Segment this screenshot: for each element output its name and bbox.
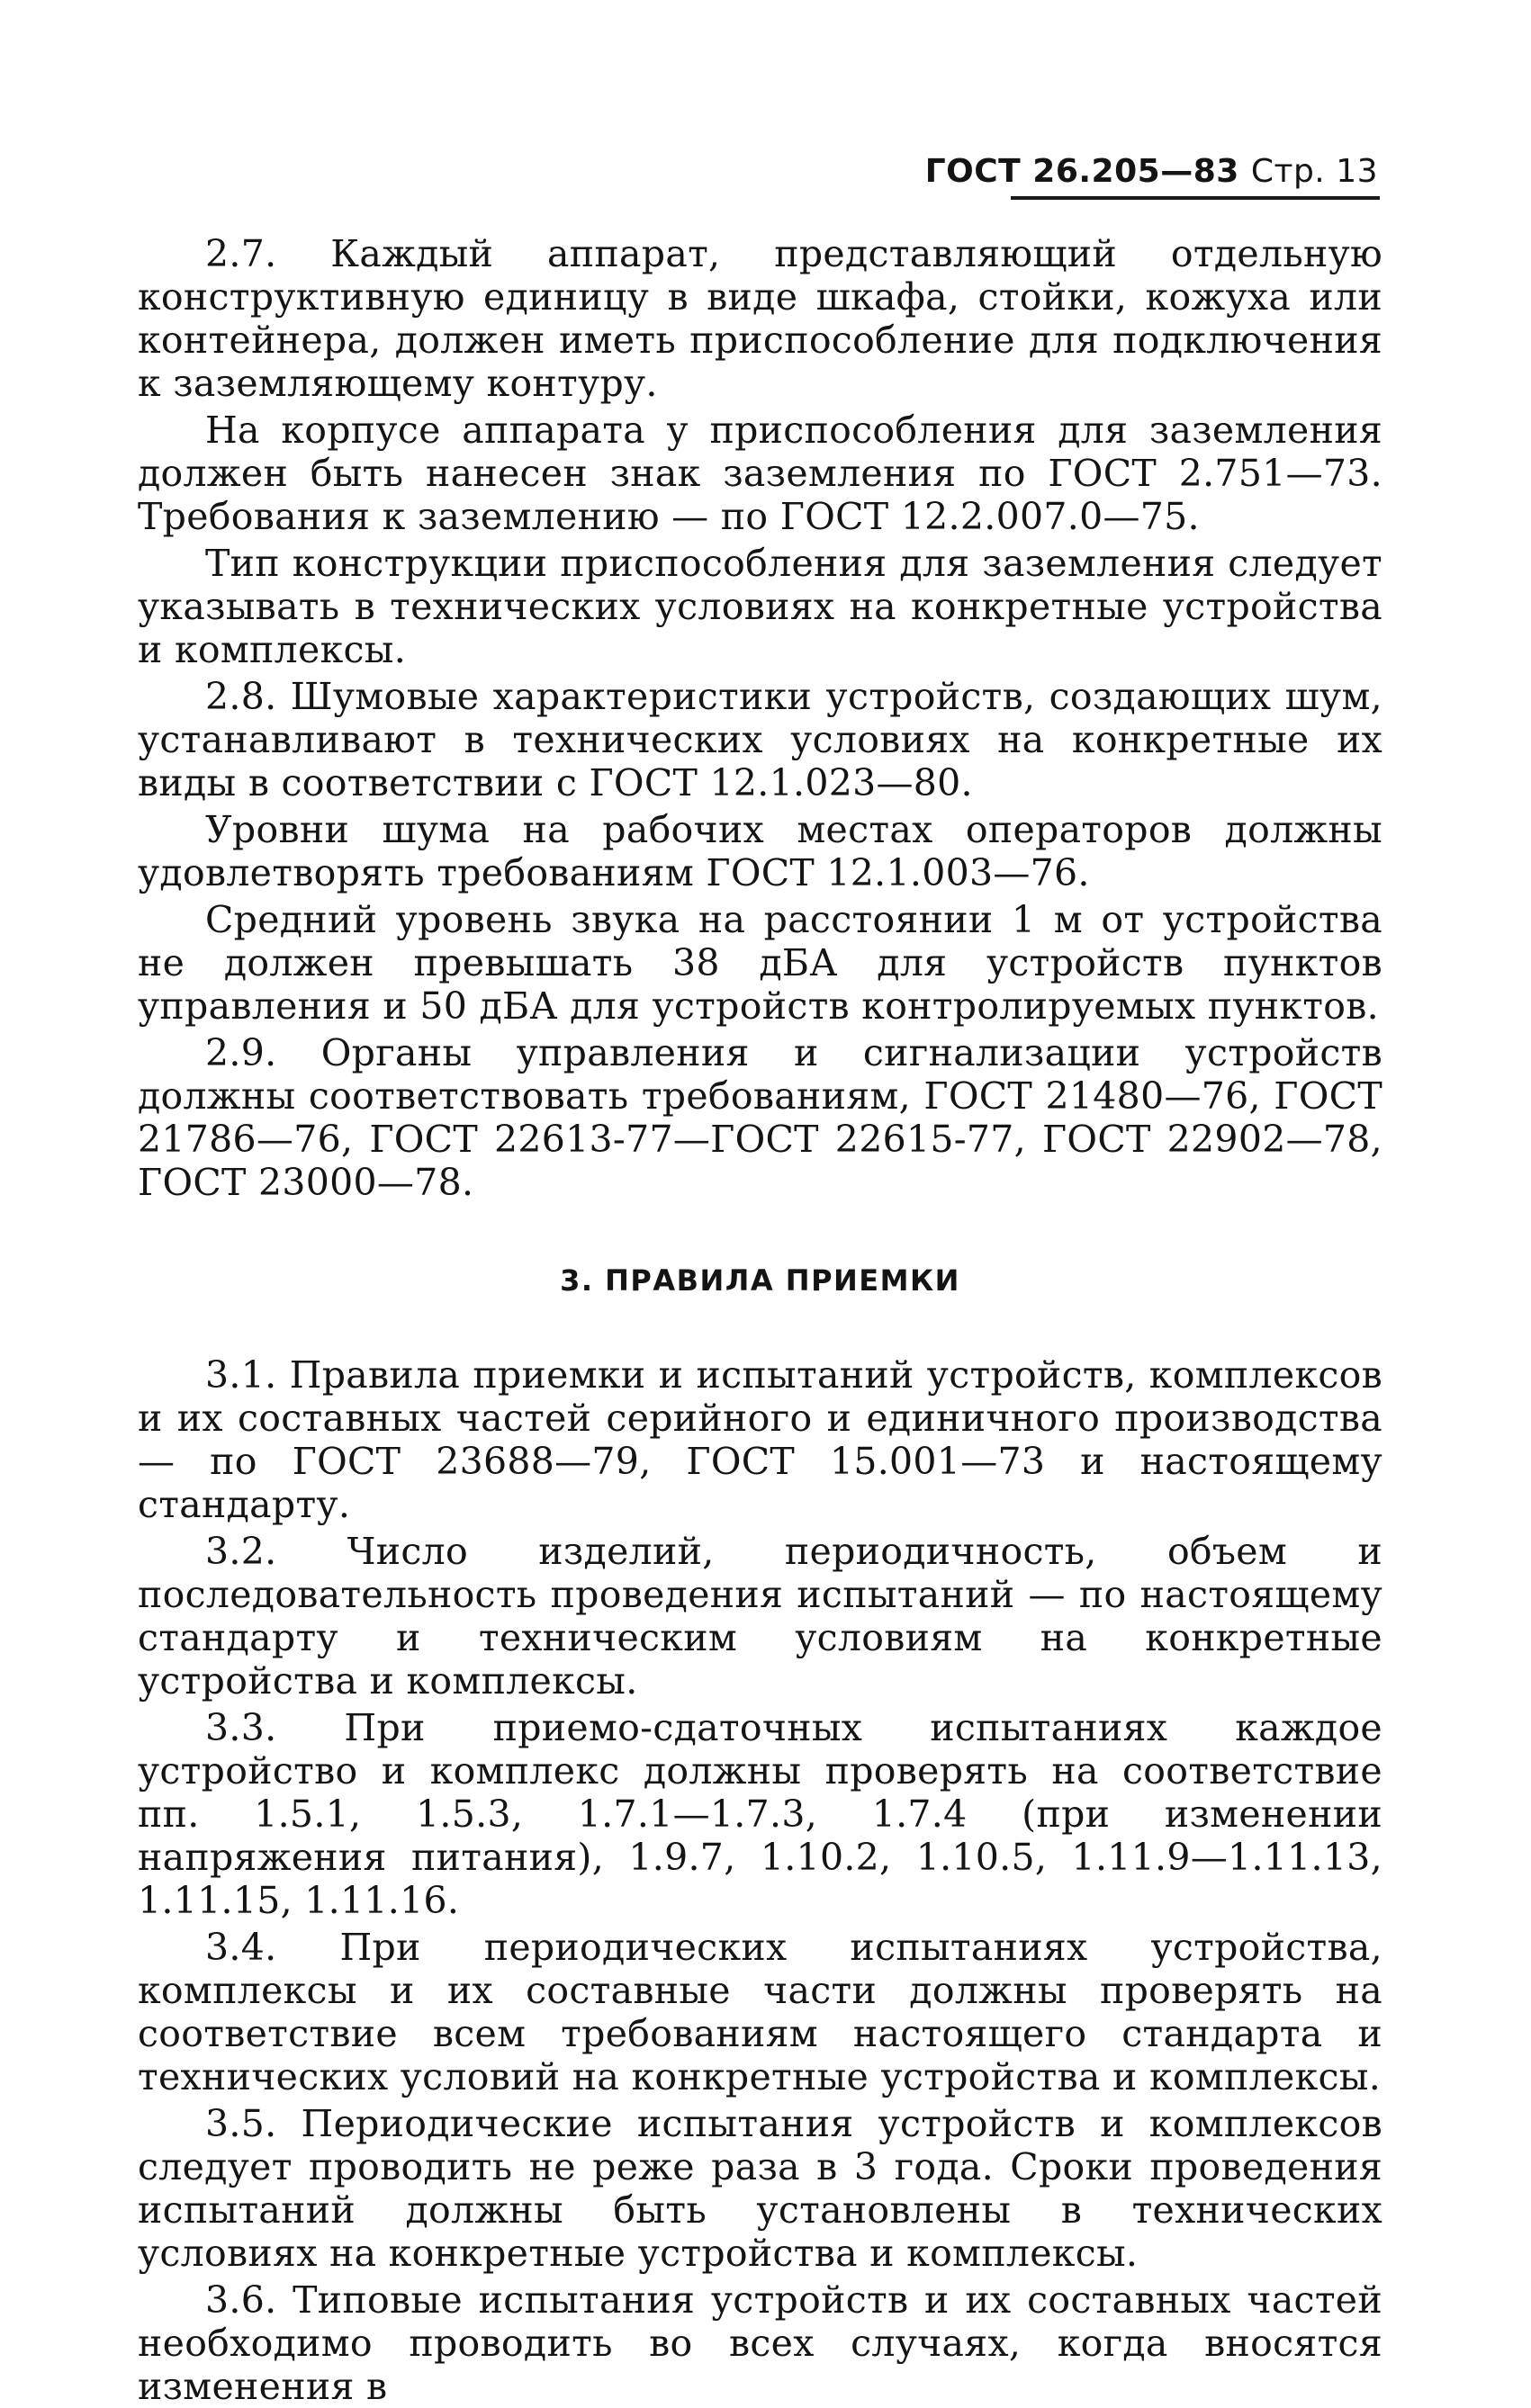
paragraph-3-6: 3.6. Типовые испытания устройств и их составных частей необходимо проводить во всех случаях, когда вносятся изменения в <box>138 2278 1382 2408</box>
paragraph-3-4: 3.4. При периодических испытаниях устройства, комплексы и их составные части должны проверять на соответствие всем требованиям настоящего стандарта и технических условий на конкретные устройства и комплексы. <box>138 1926 1382 2098</box>
paragraph-sound-level: Средний уровень звука на расстоянии 1 м от устройства не должен превышать 38 дБА для устройств пунктов управления и 50 дБА для устройств контролируемых пунктов. <box>138 898 1382 1028</box>
header-rule <box>1011 196 1380 200</box>
paragraph-grounding-sign: На корпусе аппарата у приспособления для заземления должен быть нанесен знак заземления по ГОСТ 2.751—73. Требования к заземлению — по ГОСТ 12.2.007.0—75. <box>138 409 1382 538</box>
paragraph-3-2: 3.2. Число изделий, периодичность, объем и последовательность проведения испытаний — по настоящему стандарту и техническим условиям на конкретные устройства и комплексы. <box>138 1530 1382 1703</box>
paragraph-2-7: 2.7. Каждый аппарат, представляющий отдельную конструктивную единицу в виде шкафа, стойки, кожуха или контейнера, должен иметь приспособление для подключения к заземляющему контуру. <box>138 232 1382 405</box>
running-header <box>925 153 1378 190</box>
header-doc-code: ГОСТ 26.205—83 <box>924 153 1239 190</box>
paragraph-2-8: 2.8. Шумовые характеристики устройств, создающих шум, устанавливают в технических условиях на конкретные их виды в соответствии с ГОСТ 12.1.023—80. <box>138 675 1382 804</box>
section-title: 3. ПРАВИЛА ПРИЕМКИ <box>560 1263 960 1298</box>
body-text <box>138 232 1382 2408</box>
paragraph-grounding-type: Тип конструкции приспособления для заземления следует указывать в технических условиях на конкретные устройства и комплексы. <box>138 542 1382 671</box>
header-page-label: Стр. 13 <box>1250 153 1378 190</box>
paragraph-3-1: 3.1. Правила приемки и испытаний устройств, комплексов и их составных частей серийного и единичного производства — по ГОСТ 23688—79, ГОСТ 15.001—73 и настоящему стандарту. <box>138 1353 1382 1526</box>
paragraph-3-5: 3.5. Периодические испытания устройств и комплексов следует проводить не реже раза в 3 года. Сроки проведения испытаний должны быть установлены в технических условиях на конкретные устройства и комплексы. <box>138 2102 1382 2275</box>
paragraph-3-3: 3.3. При приемо-сдаточных испытаниях каждое устройство и комплекс должны проверять на соответствие пп. 1.5.1, 1.5.3, 1.7.1—1.7.3, 1.7.4 (при изменении напряжения питания), 1.9.7, 1.10.2, 1.10.5, 1.11.9—1.11.13, 1.11.15, 1.11.16. <box>138 1706 1382 1922</box>
paragraph-noise-levels: Уровни шума на рабочих местах операторов должны удовлетворять требованиям ГОСТ 12.1.003—76. <box>138 808 1382 894</box>
paragraph-2-9: 2.9. Органы управления и сигнализации устройств должны соответствовать требованиям, ГОСТ 21480—76, ГОСТ 21786—76, ГОСТ 22613-77—ГОСТ 22615-77, ГОСТ 22902—78, ГОСТ 23000—78. <box>138 1031 1382 1204</box>
